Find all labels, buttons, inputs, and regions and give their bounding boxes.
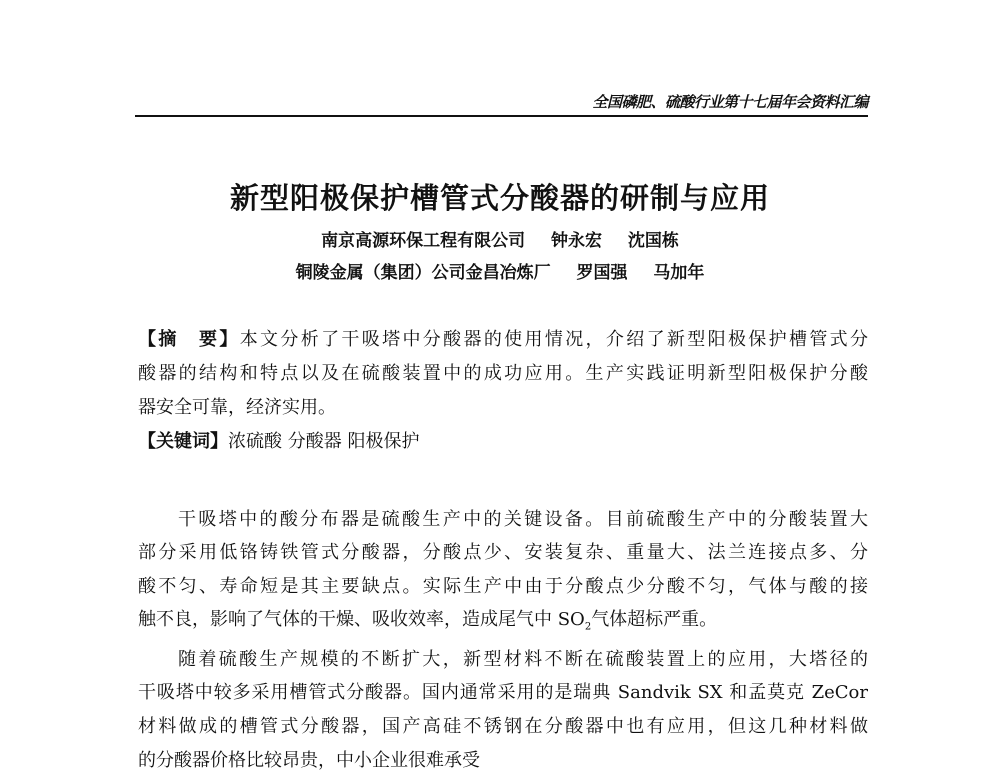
body-line: 酸不匀、寿命短是其主要缺点。实际生产中由于分酸点少分酸不匀，气体与酸的接 [138,576,868,597]
author-line-2 [0,258,1000,283]
body-line: 触不良，影响了气体的干燥、吸收效率，造成尾气中 $SO_2$气体超标严重。 [138,609,718,633]
body-line: 干吸塔中较多采用槽管式分酸器。国内通常采用的是瑞典 Sandvik SX 和孟莫克 ZeCor [138,682,868,703]
author-name: 马加年 [653,263,705,283]
affiliation: 南京高源环保工程有限公司 [321,231,526,251]
keywords-text: 浓硫酸 分酸器 阳极保护 [228,431,420,452]
body-line: 随着硫酸生产规模的不断扩大，新型材料不断在硫酸装置上的应用，大塔径的 [178,649,868,670]
keywords-label: 【关键词】 [138,431,228,452]
running-header: 全国磷肥、硫酸行业第十七届年会资料汇编 [592,93,868,111]
header-rule [135,115,868,117]
abstract-line: 酸器的结构和特点以及在硫酸装置中的成功应用。生产实践证明新型阳极保护分酸 [138,363,868,384]
author-line-1 [0,226,1000,251]
author-name: 沈国栋 [627,231,679,251]
body-line: 的分酸器价格比较昂贵，中小企业很难承受 [138,750,480,771]
abstract-line: 【摘 要】本文分析了干吸塔中分酸器的使用情况，介绍了新型阳极保护槽管式分 [138,329,868,350]
body-line: 材料做成的槽管式分酸器，国产高硅不锈钢在分酸器中也有应用，但这几种材料做 [138,716,868,737]
author-name: 钟永宏 [551,231,602,251]
body-line: 干吸塔中的酸分布器是硫酸生产中的关键设备。目前硫酸生产中的分酸装置大 [178,509,868,530]
affiliation: 铜陵金属（集团）公司金昌冶炼厂 [295,263,551,283]
abstract-label: 【摘 要】 [138,329,240,350]
author-name: 罗国强 [576,263,628,283]
keywords-line [138,428,868,456]
abstract-line: 器安全可靠，经济实用。 [138,397,336,418]
paper-title: 新型阳极保护槽管式分酸器的研制与应用 [229,181,770,215]
body-line: 部分采用低铬铸铁管式分酸器，分酸点少、安装复杂、重量大、法兰连接点多、分 [138,542,868,563]
